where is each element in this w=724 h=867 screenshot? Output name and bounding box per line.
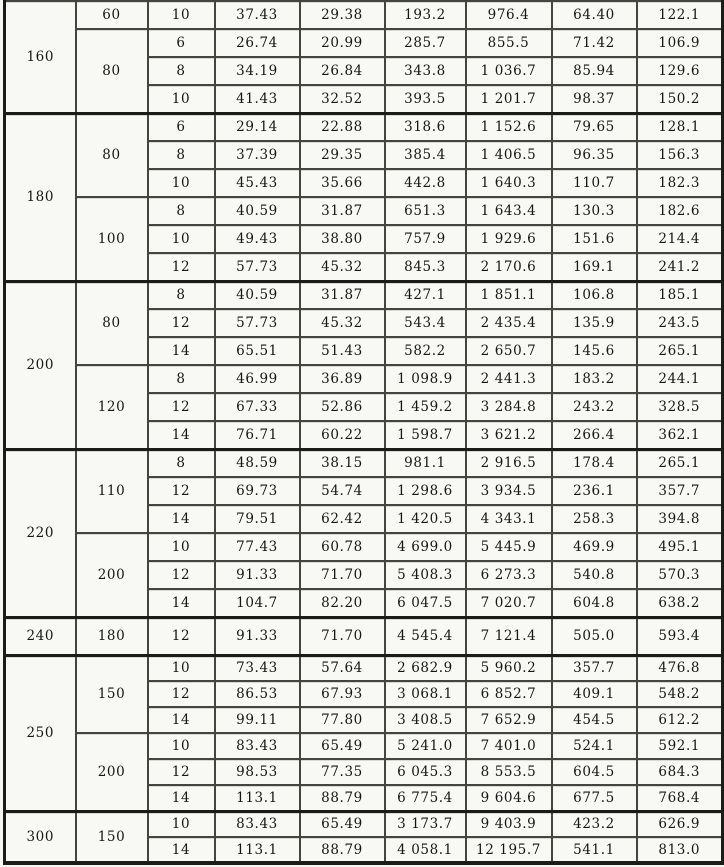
dimension-b-cell: 150 [76,811,148,863]
value-cell: 185.1 [637,281,723,309]
value-cell: 122.1 [637,1,723,29]
value-cell: 393.5 [385,85,466,113]
value-cell: 37.43 [215,1,300,29]
value-cell: 981.1 [385,449,466,477]
value-cell: 182.6 [637,197,723,225]
value-cell: 26.84 [300,57,385,85]
value-cell: 3 284.8 [466,393,552,421]
value-cell: 855.5 [466,29,552,57]
value-cell: 4 058.1 [385,837,466,863]
value-cell: 99.11 [215,707,300,733]
dimension-b-cell: 180 [76,617,148,655]
value-cell: 77.43 [215,533,300,561]
value-cell: 85.94 [552,57,637,85]
thickness-cell: 14 [148,707,215,733]
value-cell: 57.73 [215,253,300,281]
value-cell: 454.5 [552,707,637,733]
value-cell: 612.2 [637,707,723,733]
value-cell: 476.8 [637,655,723,681]
value-cell: 32.52 [300,85,385,113]
thickness-cell: 6 [148,29,215,57]
value-cell: 31.87 [300,197,385,225]
value-cell: 604.8 [552,589,637,617]
thickness-cell: 14 [148,337,215,365]
value-cell: 65.49 [300,733,385,759]
value-cell: 150.2 [637,85,723,113]
value-cell: 684.3 [637,759,723,785]
value-cell: 6 775.4 [385,785,466,811]
value-cell: 64.40 [552,1,637,29]
table-row [5,113,723,141]
value-cell: 768.4 [637,785,723,811]
value-cell: 38.80 [300,225,385,253]
value-cell: 91.33 [215,617,300,655]
value-cell: 45.32 [300,253,385,281]
thickness-cell: 8 [148,281,215,309]
value-cell: 7 652.9 [466,707,552,733]
thickness-cell: 6 [148,113,215,141]
value-cell: 469.9 [552,533,637,561]
value-cell: 29.14 [215,113,300,141]
value-cell: 48.59 [215,449,300,477]
thickness-cell: 8 [148,365,215,393]
value-cell: 362.1 [637,421,723,449]
value-cell: 2 435.4 [466,309,552,337]
value-cell: 214.4 [637,225,723,253]
value-cell: 60.22 [300,421,385,449]
value-cell: 626.9 [637,811,723,837]
value-cell: 6 273.3 [466,561,552,589]
value-cell: 98.37 [552,85,637,113]
value-cell: 7 020.7 [466,589,552,617]
thickness-cell: 14 [148,589,215,617]
value-cell: 3 408.5 [385,707,466,733]
value-cell: 593.4 [637,617,723,655]
value-cell: 69.73 [215,477,300,505]
value-cell: 91.33 [215,561,300,589]
value-cell: 88.79 [300,837,385,863]
value-cell: 110.7 [552,169,637,197]
value-cell: 7 401.0 [466,733,552,759]
value-cell: 45.43 [215,169,300,197]
value-cell: 6 047.5 [385,589,466,617]
value-cell: 677.5 [552,785,637,811]
dimension-a-cell: 240 [5,617,76,655]
value-cell: 423.2 [552,811,637,837]
value-cell: 156.3 [637,141,723,169]
thickness-cell: 10 [148,1,215,29]
value-cell: 104.7 [215,589,300,617]
thickness-cell: 10 [148,533,215,561]
value-cell: 1 459.2 [385,393,466,421]
thickness-cell: 10 [148,225,215,253]
value-cell: 130.3 [552,197,637,225]
value-cell: 1 420.5 [385,505,466,533]
value-cell: 7 121.4 [466,617,552,655]
value-cell: 98.53 [215,759,300,785]
value-cell: 2 916.5 [466,449,552,477]
value-cell: 845.3 [385,253,466,281]
thickness-cell: 10 [148,169,215,197]
value-cell: 2 682.9 [385,655,466,681]
dimension-b-cell: 80 [76,29,148,113]
value-cell: 318.6 [385,113,466,141]
value-cell: 31.87 [300,281,385,309]
value-cell: 1 929.6 [466,225,552,253]
thickness-cell: 14 [148,421,215,449]
value-cell: 182.3 [637,169,723,197]
value-cell: 2 170.6 [466,253,552,281]
value-cell: 73.43 [215,655,300,681]
table-row [5,617,723,655]
value-cell: 638.2 [637,589,723,617]
dimension-a-cell: 160 [5,1,76,113]
value-cell: 394.8 [637,505,723,533]
value-cell: 29.38 [300,1,385,29]
value-cell: 128.1 [637,113,723,141]
dimension-a-cell: 220 [5,449,76,617]
value-cell: 813.0 [637,837,723,863]
value-cell: 6 045.3 [385,759,466,785]
value-cell: 548.2 [637,681,723,707]
value-cell: 67.93 [300,681,385,707]
value-cell: 343.8 [385,57,466,85]
value-cell: 65.49 [300,811,385,837]
value-cell: 183.2 [552,365,637,393]
value-cell: 540.8 [552,561,637,589]
value-cell: 604.5 [552,759,637,785]
value-cell: 29.35 [300,141,385,169]
thickness-cell: 12 [148,309,215,337]
value-cell: 1 598.7 [385,421,466,449]
value-cell: 71.42 [552,29,637,57]
table-row [5,733,723,759]
value-cell: 106.8 [552,281,637,309]
value-cell: 357.7 [552,655,637,681]
value-cell: 26.74 [215,29,300,57]
value-cell: 241.2 [637,253,723,281]
value-cell: 570.3 [637,561,723,589]
thickness-cell: 8 [148,197,215,225]
thickness-cell: 12 [148,561,215,589]
dimension-b-cell: 150 [76,655,148,733]
value-cell: 1 098.9 [385,365,466,393]
dimension-b-cell: 100 [76,197,148,281]
dimension-b-cell: 80 [76,281,148,365]
value-cell: 757.9 [385,225,466,253]
thickness-cell: 14 [148,505,215,533]
value-cell: 57.64 [300,655,385,681]
value-cell: 243.5 [637,309,723,337]
value-cell: 5 241.0 [385,733,466,759]
value-cell: 244.1 [637,365,723,393]
value-cell: 409.1 [552,681,637,707]
dimension-b-cell: 120 [76,365,148,449]
value-cell: 106.9 [637,29,723,57]
dimension-a-cell: 300 [5,811,76,863]
value-cell: 3 068.1 [385,681,466,707]
value-cell: 41.43 [215,85,300,113]
thickness-cell: 12 [148,681,215,707]
value-cell: 495.1 [637,533,723,561]
value-cell: 592.1 [637,733,723,759]
value-cell: 22.88 [300,113,385,141]
table-row [5,1,723,29]
value-cell: 543.4 [385,309,466,337]
table-row [5,197,723,225]
table-row [5,449,723,477]
value-cell: 46.99 [215,365,300,393]
value-cell: 79.65 [552,113,637,141]
table-row [5,29,723,57]
value-cell: 51.43 [300,337,385,365]
dimension-b-cell: 200 [76,533,148,617]
thickness-cell: 12 [148,759,215,785]
table-row [5,281,723,309]
value-cell: 258.3 [552,505,637,533]
value-cell: 651.3 [385,197,466,225]
value-cell: 82.20 [300,589,385,617]
thickness-cell: 8 [148,57,215,85]
value-cell: 9 403.9 [466,811,552,837]
table-row [5,655,723,681]
value-cell: 36.89 [300,365,385,393]
table-row [5,533,723,561]
value-cell: 3 173.7 [385,811,466,837]
value-cell: 1 643.4 [466,197,552,225]
thickness-cell: 12 [148,617,215,655]
value-cell: 52.86 [300,393,385,421]
value-cell: 45.32 [300,309,385,337]
value-cell: 35.66 [300,169,385,197]
thickness-cell: 10 [148,655,215,681]
value-cell: 524.1 [552,733,637,759]
value-cell: 151.6 [552,225,637,253]
dimension-b-cell: 110 [76,449,148,533]
thickness-cell: 12 [148,393,215,421]
value-cell: 285.7 [385,29,466,57]
value-cell: 1 406.5 [466,141,552,169]
value-cell: 385.4 [385,141,466,169]
value-cell: 265.1 [637,337,723,365]
value-cell: 113.1 [215,837,300,863]
value-cell: 4 545.4 [385,617,466,655]
value-cell: 442.8 [385,169,466,197]
value-cell: 77.80 [300,707,385,733]
table-row [5,365,723,393]
value-cell: 582.2 [385,337,466,365]
table-row [5,811,723,837]
thickness-cell: 10 [148,733,215,759]
value-cell: 9 604.6 [466,785,552,811]
value-cell: 79.51 [215,505,300,533]
thickness-cell: 14 [148,837,215,863]
value-cell: 266.4 [552,421,637,449]
value-cell: 976.4 [466,1,552,29]
value-cell: 5 408.3 [385,561,466,589]
dimension-a-cell: 180 [5,113,76,281]
value-cell: 88.79 [300,785,385,811]
value-cell: 12 195.7 [466,837,552,863]
value-cell: 1 152.6 [466,113,552,141]
value-cell: 62.42 [300,505,385,533]
value-cell: 65.51 [215,337,300,365]
value-cell: 3 621.2 [466,421,552,449]
value-cell: 54.74 [300,477,385,505]
value-cell: 38.15 [300,449,385,477]
value-cell: 178.4 [552,449,637,477]
dimension-b-cell: 80 [76,113,148,197]
value-cell: 265.1 [637,449,723,477]
value-cell: 96.35 [552,141,637,169]
value-cell: 541.1 [552,837,637,863]
value-cell: 76.71 [215,421,300,449]
value-cell: 4 343.1 [466,505,552,533]
value-cell: 67.33 [215,393,300,421]
value-cell: 505.0 [552,617,637,655]
value-cell: 5 445.9 [466,533,552,561]
dimension-b-cell: 200 [76,733,148,811]
thickness-cell: 12 [148,253,215,281]
value-cell: 113.1 [215,785,300,811]
value-cell: 135.9 [552,309,637,337]
value-cell: 1 851.1 [466,281,552,309]
dimension-a-cell: 250 [5,655,76,811]
value-cell: 169.1 [552,253,637,281]
thickness-cell: 8 [148,141,215,169]
thickness-cell: 10 [148,85,215,113]
value-cell: 193.2 [385,1,466,29]
value-cell: 4 699.0 [385,533,466,561]
data-table [3,0,724,865]
thickness-cell: 14 [148,785,215,811]
value-cell: 2 650.7 [466,337,552,365]
value-cell: 243.2 [552,393,637,421]
value-cell: 8 553.5 [466,759,552,785]
thickness-cell: 8 [148,449,215,477]
value-cell: 129.6 [637,57,723,85]
value-cell: 1 201.7 [466,85,552,113]
value-cell: 427.1 [385,281,466,309]
value-cell: 77.35 [300,759,385,785]
value-cell: 40.59 [215,197,300,225]
value-cell: 6 852.7 [466,681,552,707]
value-cell: 86.53 [215,681,300,707]
value-cell: 34.19 [215,57,300,85]
value-cell: 145.6 [552,337,637,365]
value-cell: 3 934.5 [466,477,552,505]
value-cell: 1 640.3 [466,169,552,197]
thickness-cell: 12 [148,477,215,505]
value-cell: 83.43 [215,811,300,837]
dimension-a-cell: 200 [5,281,76,449]
value-cell: 5 960.2 [466,655,552,681]
value-cell: 60.78 [300,533,385,561]
value-cell: 83.43 [215,733,300,759]
dimension-b-cell: 60 [76,1,148,29]
value-cell: 1 036.7 [466,57,552,85]
value-cell: 2 441.3 [466,365,552,393]
value-cell: 37.39 [215,141,300,169]
value-cell: 71.70 [300,617,385,655]
value-cell: 20.99 [300,29,385,57]
thickness-cell: 10 [148,811,215,837]
value-cell: 236.1 [552,477,637,505]
value-cell: 40.59 [215,281,300,309]
value-cell: 49.43 [215,225,300,253]
value-cell: 1 298.6 [385,477,466,505]
value-cell: 71.70 [300,561,385,589]
value-cell: 328.5 [637,393,723,421]
value-cell: 57.73 [215,309,300,337]
data-table-body [5,1,723,863]
value-cell: 357.7 [637,477,723,505]
